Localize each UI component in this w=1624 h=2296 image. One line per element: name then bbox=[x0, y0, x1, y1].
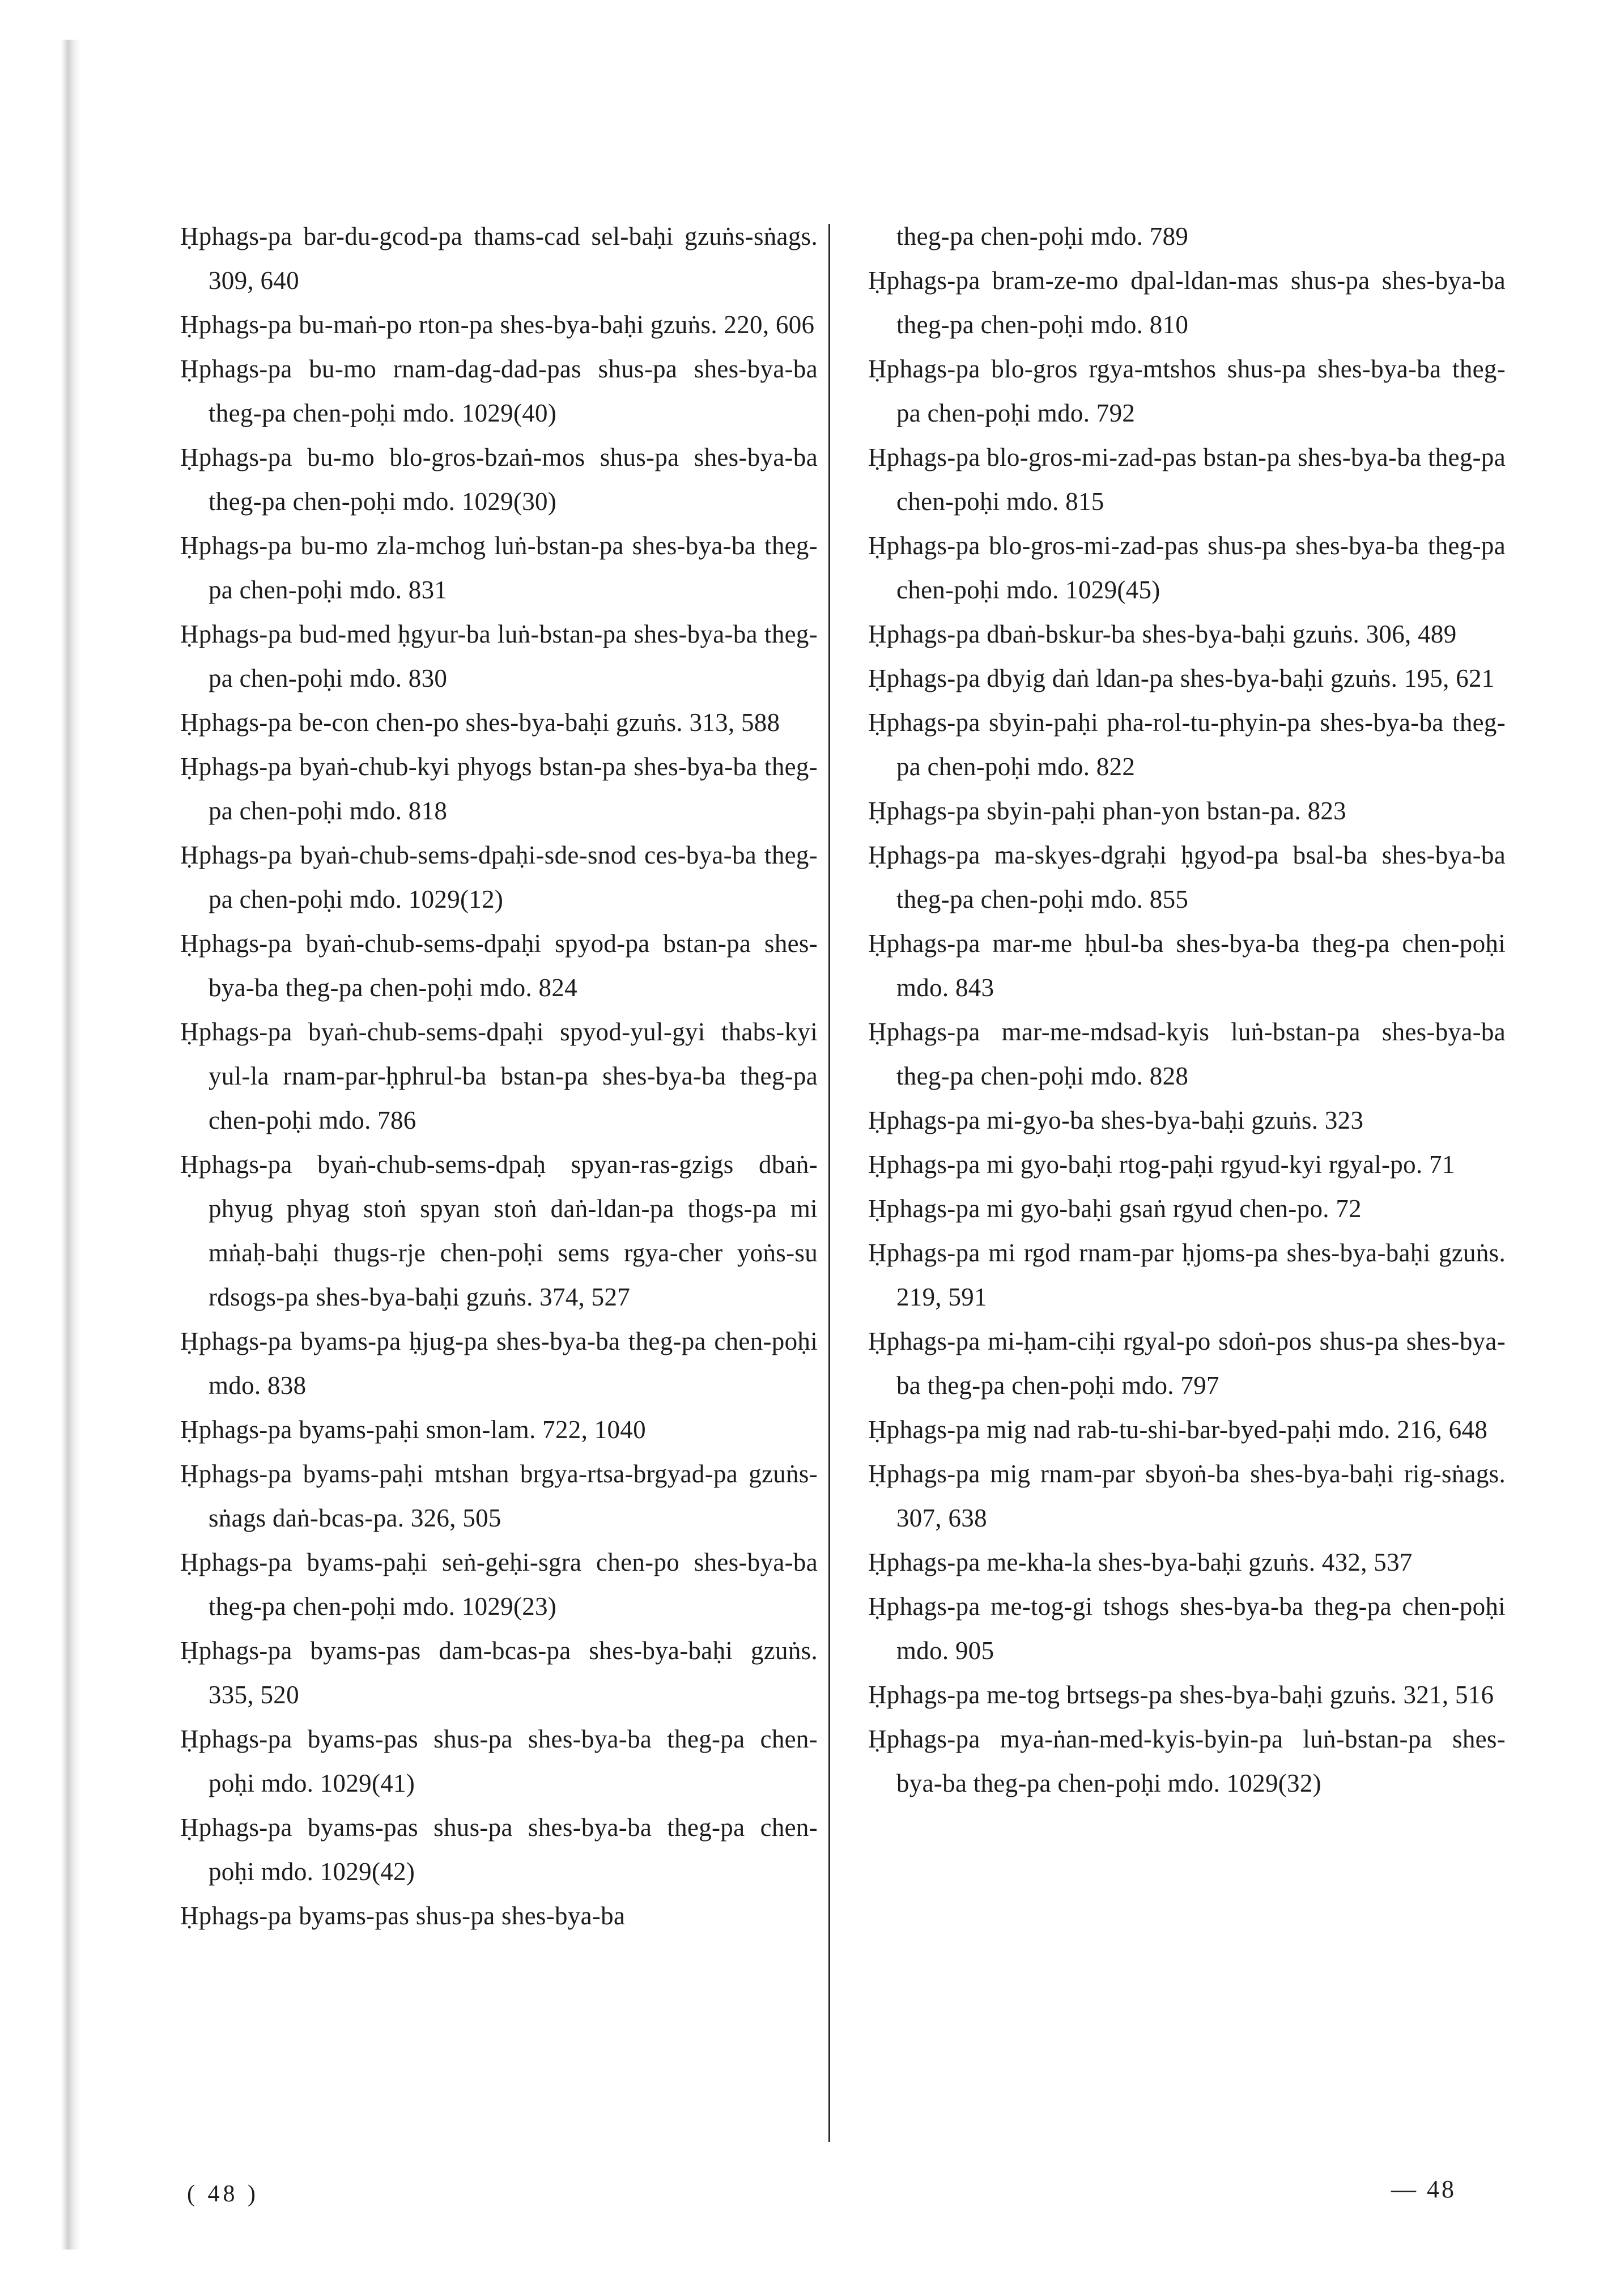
index-entry: Ḥphags-pa sbyin-paḥi phan-yon bstan-pa. 823 bbox=[868, 797, 1346, 825]
index-entry: Ḥphags-pa byams-pa ḥjug-pa shes-bya-ba theg-pa chen-poḥi mdo. 838 bbox=[180, 1327, 818, 1400]
index-entry: Ḥphags-pa me-tog brtsegs-pa shes-bya-baḥi gzuṅs. 321, 516 bbox=[868, 1681, 1494, 1709]
index-entry: Ḥphags-pa mi-ḥam-ciḥi rgyal-po sdoṅ-pos shus-pa shes-bya-ba theg-pa chen-poḥi mdo. 797 bbox=[868, 1327, 1506, 1400]
index-entry: Ḥphags-pa dbaṅ-bskur-ba shes-bya-baḥi gzuṅs. 306, 489 bbox=[868, 620, 1457, 648]
page-number-right: — 48 bbox=[1391, 2175, 1456, 2203]
index-entry: theg-pa chen-poḥi mdo. 789 bbox=[896, 222, 1189, 250]
index-entry: Ḥphags-pa be-con chen-po shes-bya-baḥi gzuṅs. 313, 588 bbox=[180, 708, 780, 737]
index-entry: Ḥphags-pa byaṅ-chub-sems-dpaḥ spyan-ras-gzigs dbaṅ-phyug phyag stoṅ spyan stoṅ daṅ-ldan-pa thogs-pa mi mṅaḥ-baḥi thugs-rje chen-poḥi sems rgya-cher yoṅs-su rdsogs-pa shes-bya-baḥi gzuṅs. 374, 527 bbox=[180, 1150, 818, 1311]
index-entry: Ḥphags-pa byams-pas dam-bcas-pa shes-bya-baḥi gzuṅs. 335, 520 bbox=[180, 1636, 818, 1709]
index-entry: Ḥphags-pa byams-pas shus-pa shes-bya-ba theg-pa chen-poḥi mdo. 1029(41) bbox=[180, 1725, 818, 1797]
index-entry: Ḥphags-pa ma-skyes-dgraḥi ḥgyod-pa bsal-ba shes-bya-ba theg-pa chen-poḥi mdo. 855 bbox=[868, 841, 1506, 913]
index-entry: Ḥphags-pa bu-mo zla-mchog luṅ-bstan-pa shes-bya-ba theg-pa chen-poḥi mdo. 831 bbox=[180, 532, 818, 604]
index-entry: Ḥphags-pa mya-ṅan-med-kyis-byin-pa luṅ-bstan-pa shes-bya-ba theg-pa chen-poḥi mdo. 1029(32) bbox=[868, 1725, 1506, 1797]
index-entry: Ḥphags-pa mig rnam-par sbyoṅ-ba shes-bya-baḥi rig-sṅags. 307, 638 bbox=[868, 1460, 1506, 1532]
index-entry: Ḥphags-pa sbyin-paḥi pha-rol-tu-phyin-pa shes-bya-ba theg-pa chen-poḥi mdo. 822 bbox=[868, 708, 1506, 781]
binding-shadow bbox=[61, 40, 80, 2250]
right-column bbox=[868, 214, 1506, 1805]
index-entry: Ḥphags-pa mig nad rab-tu-shi-bar-byed-paḥi mdo. 216, 648 bbox=[868, 1415, 1488, 1444]
index-entry: Ḥphags-pa mi-gyo-ba shes-bya-baḥi gzuṅs. 323 bbox=[868, 1106, 1364, 1134]
index-entry: Ḥphags-pa bu-mo rnam-dag-dad-pas shus-pa shes-bya-ba theg-pa chen-poḥi mdo. 1029(40) bbox=[180, 355, 818, 427]
index-entry: Ḥphags-pa byams-paḥi mtshan brgya-rtsa-brgyad-pa gzuṅs-sṅags daṅ-bcas-pa. 326, 505 bbox=[180, 1460, 818, 1532]
index-entry: Ḥphags-pa byams-paḥi smon-lam. 722, 1040 bbox=[180, 1415, 646, 1444]
index-entry: Ḥphags-pa me-kha-la shes-bya-baḥi gzuṅs. 432, 537 bbox=[868, 1548, 1413, 1576]
index-entry: Ḥphags-pa bu-maṅ-po rton-pa shes-bya-baḥi gzuṅs. 220, 606 bbox=[180, 311, 815, 339]
index-entry: Ḥphags-pa byaṅ-chub-sems-dpaḥi-sde-snod ces-bya-ba theg-pa chen-poḥi mdo. 1029(12) bbox=[180, 841, 818, 913]
index-entry: Ḥphags-pa byams-pas shus-pa shes-bya-ba bbox=[180, 1902, 626, 1930]
index-entry: Ḥphags-pa bu-mo blo-gros-bzaṅ-mos shus-pa shes-bya-ba theg-pa chen-poḥi mdo. 1029(30) bbox=[180, 443, 818, 516]
column-divider bbox=[828, 224, 830, 2142]
index-entry: Ḥphags-pa mi gyo-baḥi rtog-paḥi rgyud-kyi rgyal-po. 71 bbox=[868, 1150, 1455, 1179]
index-entry: Ḥphags-pa mar-me ḥbul-ba shes-bya-ba theg-pa chen-poḥi mdo. 843 bbox=[868, 929, 1506, 1002]
index-entry: Ḥphags-pa blo-gros-mi-zad-pas bstan-pa shes-bya-ba theg-pa chen-poḥi mdo. 815 bbox=[868, 443, 1506, 516]
index-entry: Ḥphags-pa byaṅ-chub-sems-dpaḥi spyod-pa bstan-pa shes-bya-ba theg-pa chen-poḥi mdo. 824 bbox=[180, 929, 818, 1002]
index-entry: Ḥphags-pa byaṅ-chub-kyi phyogs bstan-pa shes-bya-ba theg-pa chen-poḥi mdo. 818 bbox=[180, 752, 818, 825]
index-entry: Ḥphags-pa mi gyo-baḥi gsaṅ rgyud chen-po. 72 bbox=[868, 1194, 1362, 1223]
index-entry: Ḥphags-pa blo-gros rgya-mtshos shus-pa shes-bya-ba theg-pa chen-poḥi mdo. 792 bbox=[868, 355, 1506, 427]
index-entry: Ḥphags-pa bram-ze-mo dpal-ldan-mas shus-pa shes-bya-ba theg-pa chen-poḥi mdo. 810 bbox=[868, 266, 1506, 339]
index-entry: Ḥphags-pa me-tog-gi tshogs shes-bya-ba theg-pa chen-poḥi mdo. 905 bbox=[868, 1592, 1506, 1665]
index-entry: Ḥphags-pa dbyig daṅ ldan-pa shes-bya-baḥi gzuṅs. 195, 621 bbox=[868, 664, 1495, 692]
index-entry: Ḥphags-pa byams-paḥi seṅ-geḥi-sgra chen-po shes-bya-ba theg-pa chen-poḥi mdo. 1029(23) bbox=[180, 1548, 818, 1621]
index-entry: Ḥphags-pa mi rgod rnam-par ḥjoms-pa shes-bya-baḥi gzuṅs. 219, 591 bbox=[868, 1239, 1506, 1311]
index-entry: Ḥphags-pa mar-me-mdsad-kyis luṅ-bstan-pa shes-bya-ba theg-pa chen-poḥi mdo. 828 bbox=[868, 1018, 1506, 1090]
index-entry: Ḥphags-pa byams-pas shus-pa shes-bya-ba theg-pa chen-poḥi mdo. 1029(42) bbox=[180, 1813, 818, 1886]
index-entry: Ḥphags-pa blo-gros-mi-zad-pas shus-pa shes-bya-ba theg-pa chen-poḥi mdo. 1029(45) bbox=[868, 532, 1506, 604]
index-entry: Ḥphags-pa bud-med ḥgyur-ba luṅ-bstan-pa shes-bya-ba theg-pa chen-poḥi mdo. 830 bbox=[180, 620, 818, 692]
index-entry: Ḥphags-pa bar-du-gcod-pa thams-cad sel-baḥi gzuṅs-sṅags. 309, 640 bbox=[180, 222, 818, 295]
page-number-left: ( 48 ) bbox=[187, 2181, 259, 2207]
index-entry: Ḥphags-pa byaṅ-chub-sems-dpaḥi spyod-yul-gyi thabs-kyi yul-la rnam-par-ḥphrul-ba bstan-pa shes-bya-ba theg-pa chen-poḥi mdo. 786 bbox=[180, 1018, 818, 1134]
left-column bbox=[180, 214, 818, 1938]
